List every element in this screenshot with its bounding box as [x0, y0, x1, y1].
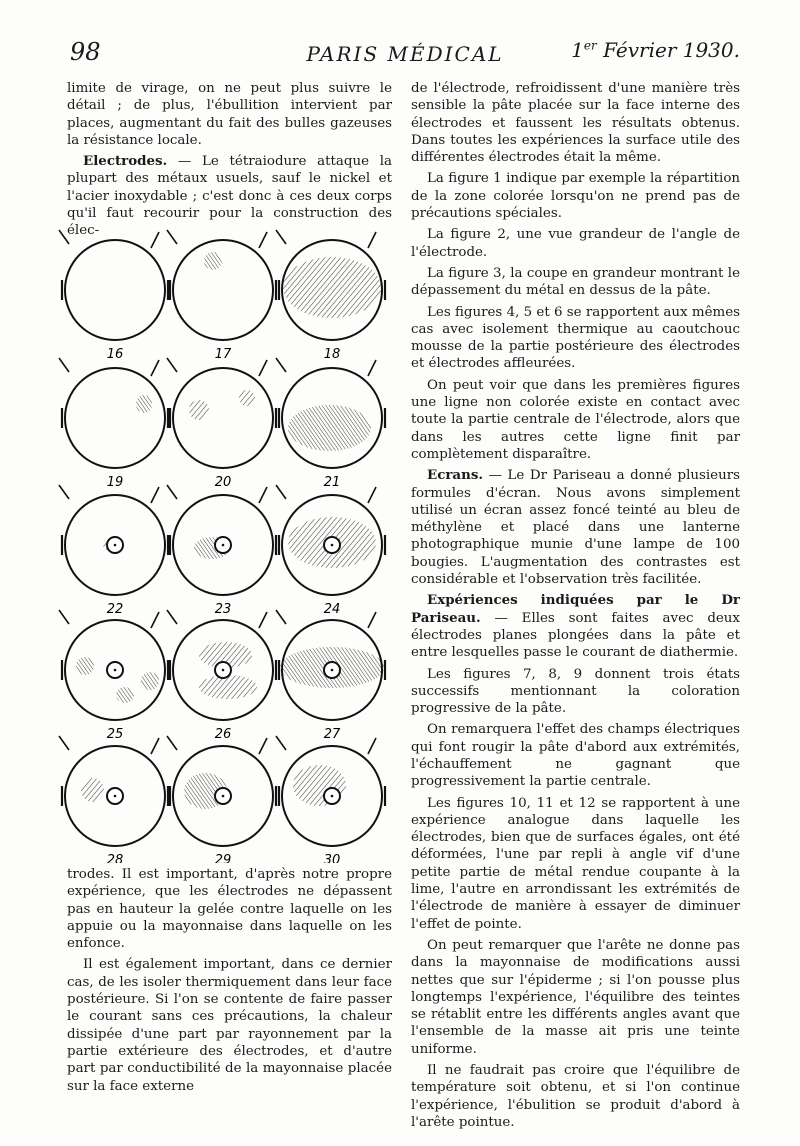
figure-label: 24 [323, 602, 341, 617]
colored-zone [283, 257, 381, 318]
central-dot [331, 795, 334, 798]
colored-zone [81, 778, 104, 802]
journal-title: PARIS MÉDICAL [306, 42, 504, 66]
probe-line [151, 360, 159, 376]
probe-line [368, 360, 376, 376]
figure-label: 20 [214, 475, 232, 490]
probe-line [151, 738, 159, 754]
figure-label: 18 [323, 347, 341, 362]
probe-line [167, 736, 177, 750]
colored-zone [116, 687, 134, 703]
electrode-figure [167, 485, 276, 617]
central-dot [114, 669, 117, 672]
paragraph-experiences [411, 592, 740, 661]
electrode-figure [59, 610, 168, 742]
electrode-figure [59, 230, 168, 362]
issue-date-day: 1 [571, 38, 584, 62]
electrode-figure [276, 230, 385, 362]
probe-line [167, 358, 177, 372]
issue-date-sup: er [583, 38, 597, 53]
section-heading: Expériences indiquées par le Dr Pariseau. [411, 592, 740, 626]
paragraph: La figure 3, la coupe en grandeur montrant le dépassement du métal en dessus de la pâte. [411, 265, 740, 299]
central-dot [114, 544, 117, 547]
probe-line [59, 230, 69, 244]
electrode-figure [276, 485, 385, 617]
paragraph: Les figures 10, 11 et 12 se rapportent à une expérience analogue dans laquelle les électrodes, bien que de surfaces égales, ont été déformées, l'une par repli à angle vif d'une petite partie de métal rendue coupante à la lime, l'autre en arrondissant les extrémités de l'électrode de manière à essayer de diminuer l'effet de pointe. [411, 795, 740, 932]
figure-plate [55, 218, 395, 863]
probe-line [59, 485, 69, 499]
electrode-figure [276, 610, 385, 742]
colored-zone [204, 252, 222, 270]
paragraph: trodes. Il est important, d'après notre propre expérience, que les électrodes ne dépassent pas en hauteur la gelée contre laquelle on les appuie ou la mayonnaise dans laquelle on les enfonce. [67, 867, 392, 952]
left-column-bottom [67, 866, 392, 1099]
probe-line [259, 612, 267, 628]
probe-line [259, 360, 267, 376]
probe-line [259, 738, 267, 754]
figure-label: 16 [106, 347, 124, 362]
probe-line [276, 610, 286, 624]
probe-line [368, 738, 376, 754]
electrode-figure [167, 610, 276, 742]
colored-zone [189, 400, 209, 420]
colored-zone [136, 395, 152, 413]
electrode-figure [167, 358, 276, 490]
figure-plate-svg [55, 218, 395, 863]
electrode-figure [59, 736, 168, 863]
probe-line [276, 485, 286, 499]
figure-label: 28 [106, 853, 124, 863]
electrode-figure [167, 736, 276, 863]
figure-label: 25 [106, 727, 124, 742]
figure-label: 19 [106, 475, 124, 490]
figure-label: 27 [323, 727, 341, 742]
paragraph-text: — Elles sont faites avec deux électrodes planes plongées dans la pâte et entre lesquelles passe le courant de diathermie. [411, 610, 740, 661]
paragraph: La figure 1 indique par exemple la répartition de la zone colorée lorsqu'on ne prend pas de précautions spéciales. [411, 171, 740, 222]
probe-line [276, 736, 286, 750]
issue-date-rest: Février 1930. [596, 38, 740, 62]
probe-line [276, 230, 286, 244]
paragraph: Il est également important, dans ce dernier cas, de les isoler thermiquement dans leur face postérieure. Si l'on se contente de faire passer le courant sans ces précautions, la chaleur dissipée d'une part par rayonnement par la partie extérieure des électrodes, et d'autre part par conductibilité de la mayonnaise placée sur la face externe [67, 957, 392, 1094]
probe-line [368, 232, 376, 248]
central-dot [331, 669, 334, 672]
colored-zone [288, 405, 371, 451]
figure-label: 22 [106, 602, 124, 617]
paragraph: On remarquera l'effet des champs électriques qui font rougir la pâte d'abord aux extrémités, l'échauffement ne gagnant que progressivement la partie centrale. [411, 722, 740, 790]
right-column [411, 80, 740, 1135]
probe-line [259, 232, 267, 248]
colored-zone [239, 390, 255, 406]
probe-line [59, 610, 69, 624]
electrode-figure [59, 485, 168, 617]
electrode-circle [65, 368, 165, 468]
electrode-circle [65, 240, 165, 340]
paragraph-text: — Le tétraiodure attaque la plupart des métaux usuels, sauf le nickel et l'acier inoxydable ; c'est donc à ces deux corps qu'il faut recourir pour la construction des élec- [67, 154, 392, 239]
colored-zone [199, 675, 257, 699]
probe-line [167, 230, 177, 244]
electrode-circle [173, 240, 273, 340]
paragraph: On peut voir que dans les premières figures une ligne non colorée existe en contact avec toute la partie centrale de l'électrode, alors que dans les autres cette ligne finit par complètement disparaître. [411, 377, 740, 462]
paragraph: limite de virage, on ne peut plus suivre le détail ; de plus, l'ébullition intervient par places, augmentant du fait des bulles gazeuses la résistance locale. [67, 81, 392, 148]
figure-label: 17 [214, 347, 232, 362]
paragraph: de l'électrode, refroidissent d'une manière très sensible la pâte placée sur la face interne des électrodes et faussent les résultats obtenus. Dans toutes les expériences la surface utile des différentes électrodes était la même. [411, 81, 740, 166]
figure-label: 21 [323, 475, 341, 490]
figure-label: 23 [214, 602, 232, 617]
colored-zone [141, 672, 159, 690]
probe-line [59, 358, 69, 372]
probe-line [167, 485, 177, 499]
probe-line [151, 232, 159, 248]
electrode-figure [167, 230, 276, 362]
probe-line [151, 612, 159, 628]
probe-line [368, 612, 376, 628]
issue-date [571, 38, 740, 62]
paragraph: La figure 2, une vue grandeur de l'angle de l'électrode. [411, 227, 740, 260]
probe-line [167, 610, 177, 624]
figure-label: 30 [323, 853, 341, 863]
electrode-circle [173, 368, 273, 468]
section-heading: Electrodes. [83, 153, 168, 170]
colored-zone [76, 657, 94, 675]
central-dot [114, 795, 117, 798]
paragraph: Les figures 7, 8, 9 donnent trois états successifs mentionnant la coloration progressive de la pâte. [411, 666, 740, 717]
probe-line [59, 736, 69, 750]
central-dot [222, 795, 225, 798]
electrode-figure [276, 358, 385, 490]
probe-line [151, 487, 159, 503]
probe-line [368, 487, 376, 503]
central-dot [222, 544, 225, 547]
paragraph: Il ne faudrait pas croire que l'équilibre de température soit obtenu, et si l'on continue l'expérience, l'ébulition se produit d'abord à l'arête pointue. [411, 1063, 740, 1130]
paragraph: On peut remarquer que l'arête ne donne pas dans la mayonnaise de modifications aussi nettes que sur l'épiderme ; si l'on pousse plus longtemps l'expérience, l'équilibre des teintes se rétablit entre les différents angles avant que l'ensemble de la masse ait pris une teinte uniforme. [411, 937, 740, 1057]
paragraph-ecrans [411, 467, 740, 588]
electrode-figure [276, 736, 385, 863]
central-dot [222, 669, 225, 672]
page-number: 98 [70, 38, 101, 66]
paragraph: Les figures 4, 5 et 6 se rapportent aux mêmes cas avec isolement thermique au caoutchouc mousse de la partie postérieure des électrodes et électrodes affleurées. [411, 304, 740, 372]
probe-line [259, 487, 267, 503]
paragraph-text: — Le Dr Pariseau a donné plusieurs formules d'écran. Nous avons simplement utilisé un écran assez foncé teinté au bleu de méthylène et placé dans une lanterne photographique munie d'une lampe de 100 bougies. L'augmentation des contrastes est considérable et l'observation très facilitée. [411, 468, 740, 588]
probe-line [276, 358, 286, 372]
section-heading: Ecrans. [427, 467, 484, 484]
running-header [70, 38, 740, 72]
central-dot [331, 544, 334, 547]
figure-label: 26 [214, 727, 232, 742]
electrode-figure [59, 358, 168, 490]
figure-label: 29 [214, 853, 232, 863]
